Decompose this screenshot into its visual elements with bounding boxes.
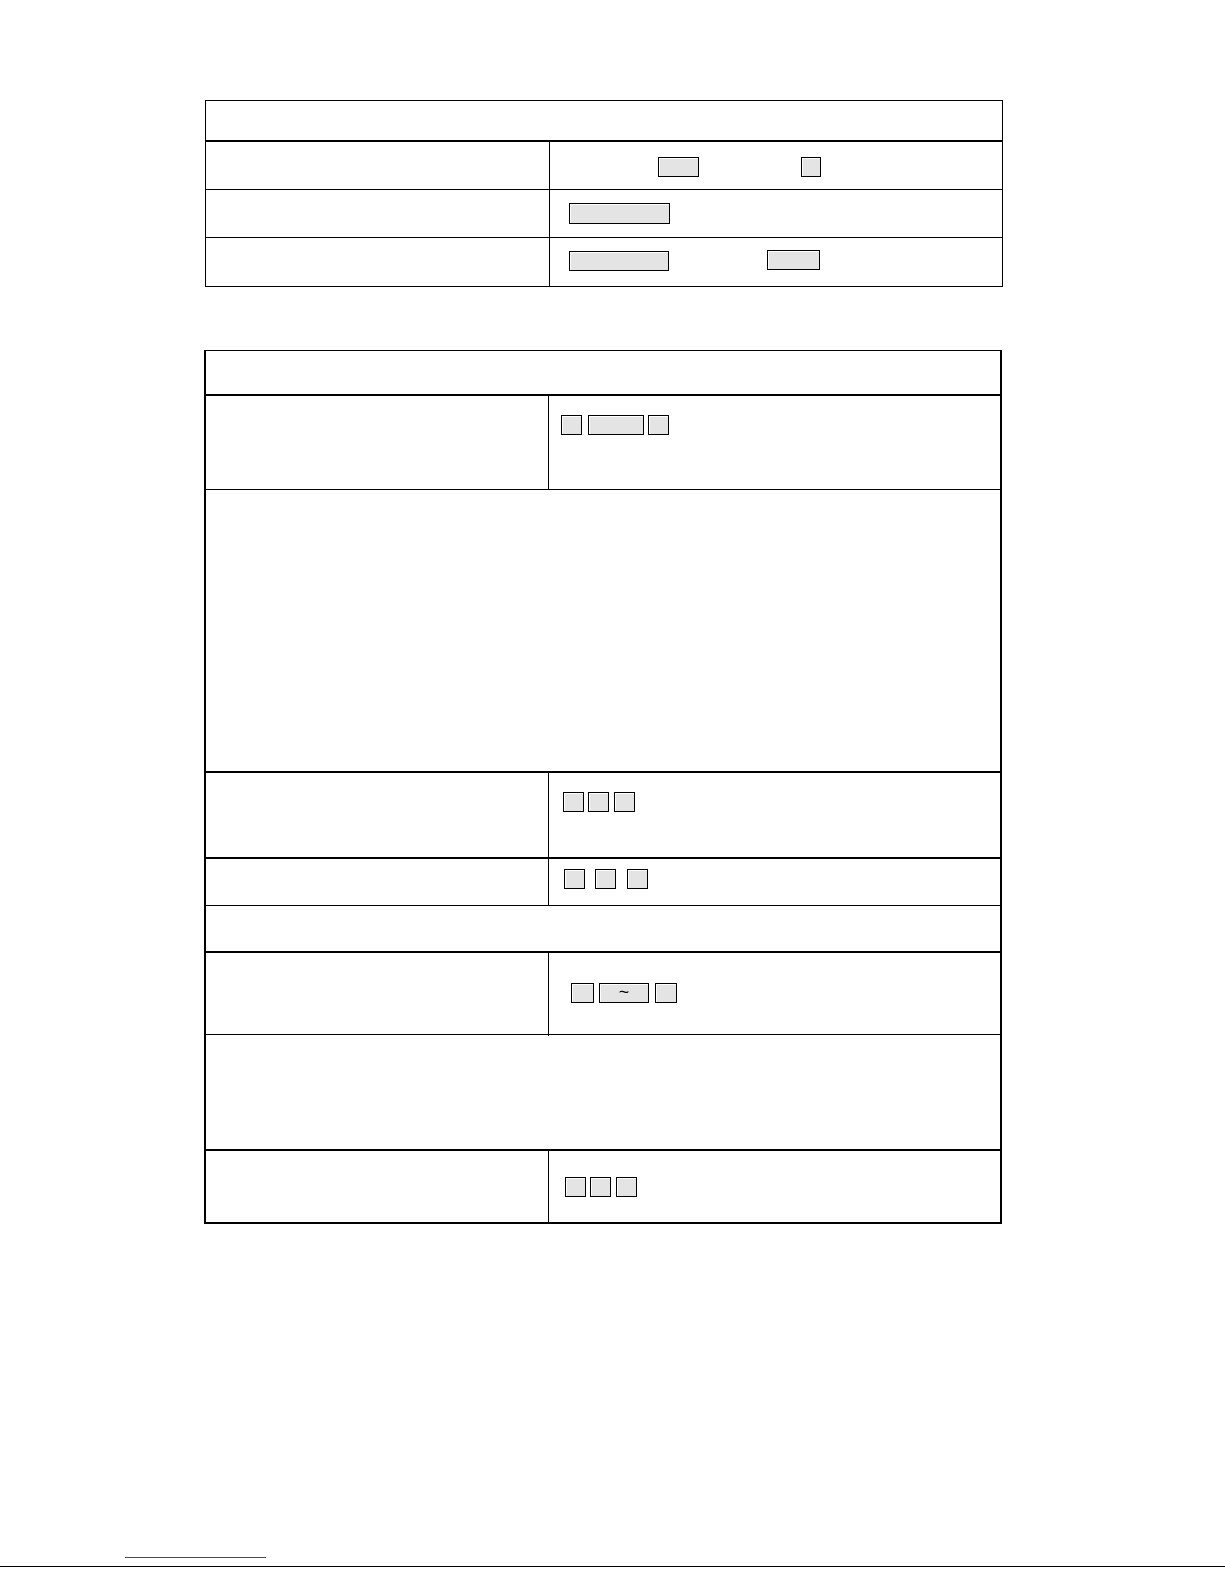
table-2-column-divider [548,1150,549,1223]
table-2-row-divider [204,857,1002,859]
table-2-row-2-field-c[interactable] [614,792,635,812]
table-2-row-4-field-end[interactable] [655,983,677,1003]
table-2-row-divider [204,1149,1002,1151]
table-2-row-2-field-a[interactable] [563,792,584,812]
table-2-column-divider [548,772,549,905]
table-2-row-3-field-c[interactable] [627,869,648,889]
table-2-row-2-field-b[interactable] [588,792,609,812]
table-2-row-1-field-b[interactable] [588,415,644,435]
table-2-column-divider [548,396,549,489]
table-1-header-divider [205,140,1003,142]
form-table-2 [204,350,1002,1224]
table-2-row-5-field-c[interactable] [616,1177,637,1197]
table-1-row-3-field-a[interactable] [569,251,669,271]
table-1-row-1-field-a[interactable] [658,157,699,177]
table-1-row-divider [205,237,1003,238]
table-2-row-3-field-b[interactable] [595,869,616,889]
table-1-column-divider [549,141,550,286]
table-2-row-5-field-a[interactable] [565,1177,586,1197]
table-1-row-3-field-b[interactable] [767,250,820,270]
footnote-separator [125,1557,266,1558]
table-2-row-4-field-start[interactable] [571,983,594,1003]
table-2-row-divider [204,489,1002,490]
table-2-row-3-field-a[interactable] [564,869,585,889]
table-1-row-divider [205,189,1003,190]
table-2-row-1-field-c[interactable] [648,415,669,435]
table-1-row-2-field-a[interactable] [569,203,670,224]
table-1-row-1-field-b[interactable] [801,157,821,177]
page-bottom-edge [0,1566,1225,1567]
table-2-row-4-range-separator: ~ [599,983,649,1003]
table-2-row-divider [204,771,1002,773]
table-2-header-divider [204,394,1002,396]
table-2-row-divider [204,905,1002,906]
table-2-row-divider [204,951,1002,953]
table-2-column-divider [548,952,549,1036]
table-2-row-divider [204,1034,1002,1035]
table-2-row-5-field-b[interactable] [590,1177,611,1197]
table-2-row-1-field-a[interactable] [561,415,582,435]
